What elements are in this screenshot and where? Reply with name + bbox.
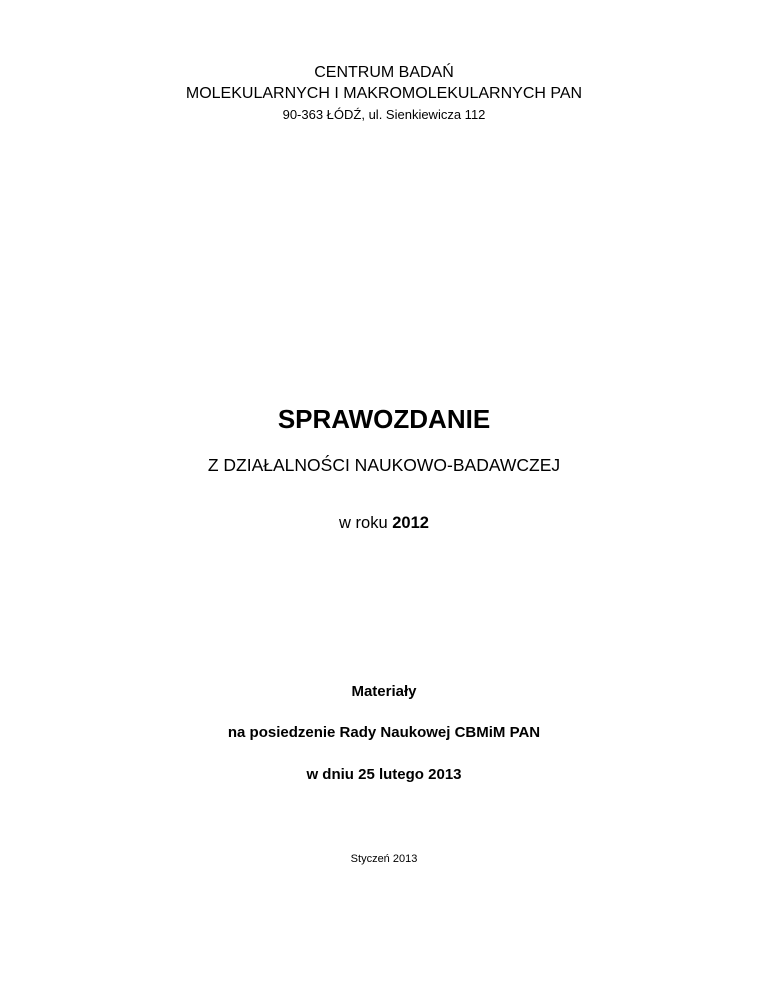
report-year-line xyxy=(0,514,768,533)
materials-heading: Materiały xyxy=(351,683,417,700)
institution-name-line1: CENTRUM BADAŃ xyxy=(314,64,454,81)
issue-date: Styczeń 2013 xyxy=(350,853,418,865)
meeting-date: w dniu 25 lutego 2013 xyxy=(306,766,462,783)
report-year-prefix: w roku xyxy=(339,514,393,532)
report-year: 2012 xyxy=(392,514,429,532)
institution-name-line2: MOLEKULARNYCH I MAKROMOLEKULARNYCH PAN xyxy=(185,85,583,102)
materials-purpose: na posiedzenie Rady Naukowej CBMiM PAN xyxy=(227,724,541,741)
document-subtitle: Z DZIAŁALNOŚCI NAUKOWO-BADAWCZEJ xyxy=(207,455,561,475)
document-title: SPRAWOZDANIE xyxy=(277,404,491,434)
institution-address: 90-363 ŁÓDŹ, ul. Sienkiewicza 112 xyxy=(282,107,486,122)
